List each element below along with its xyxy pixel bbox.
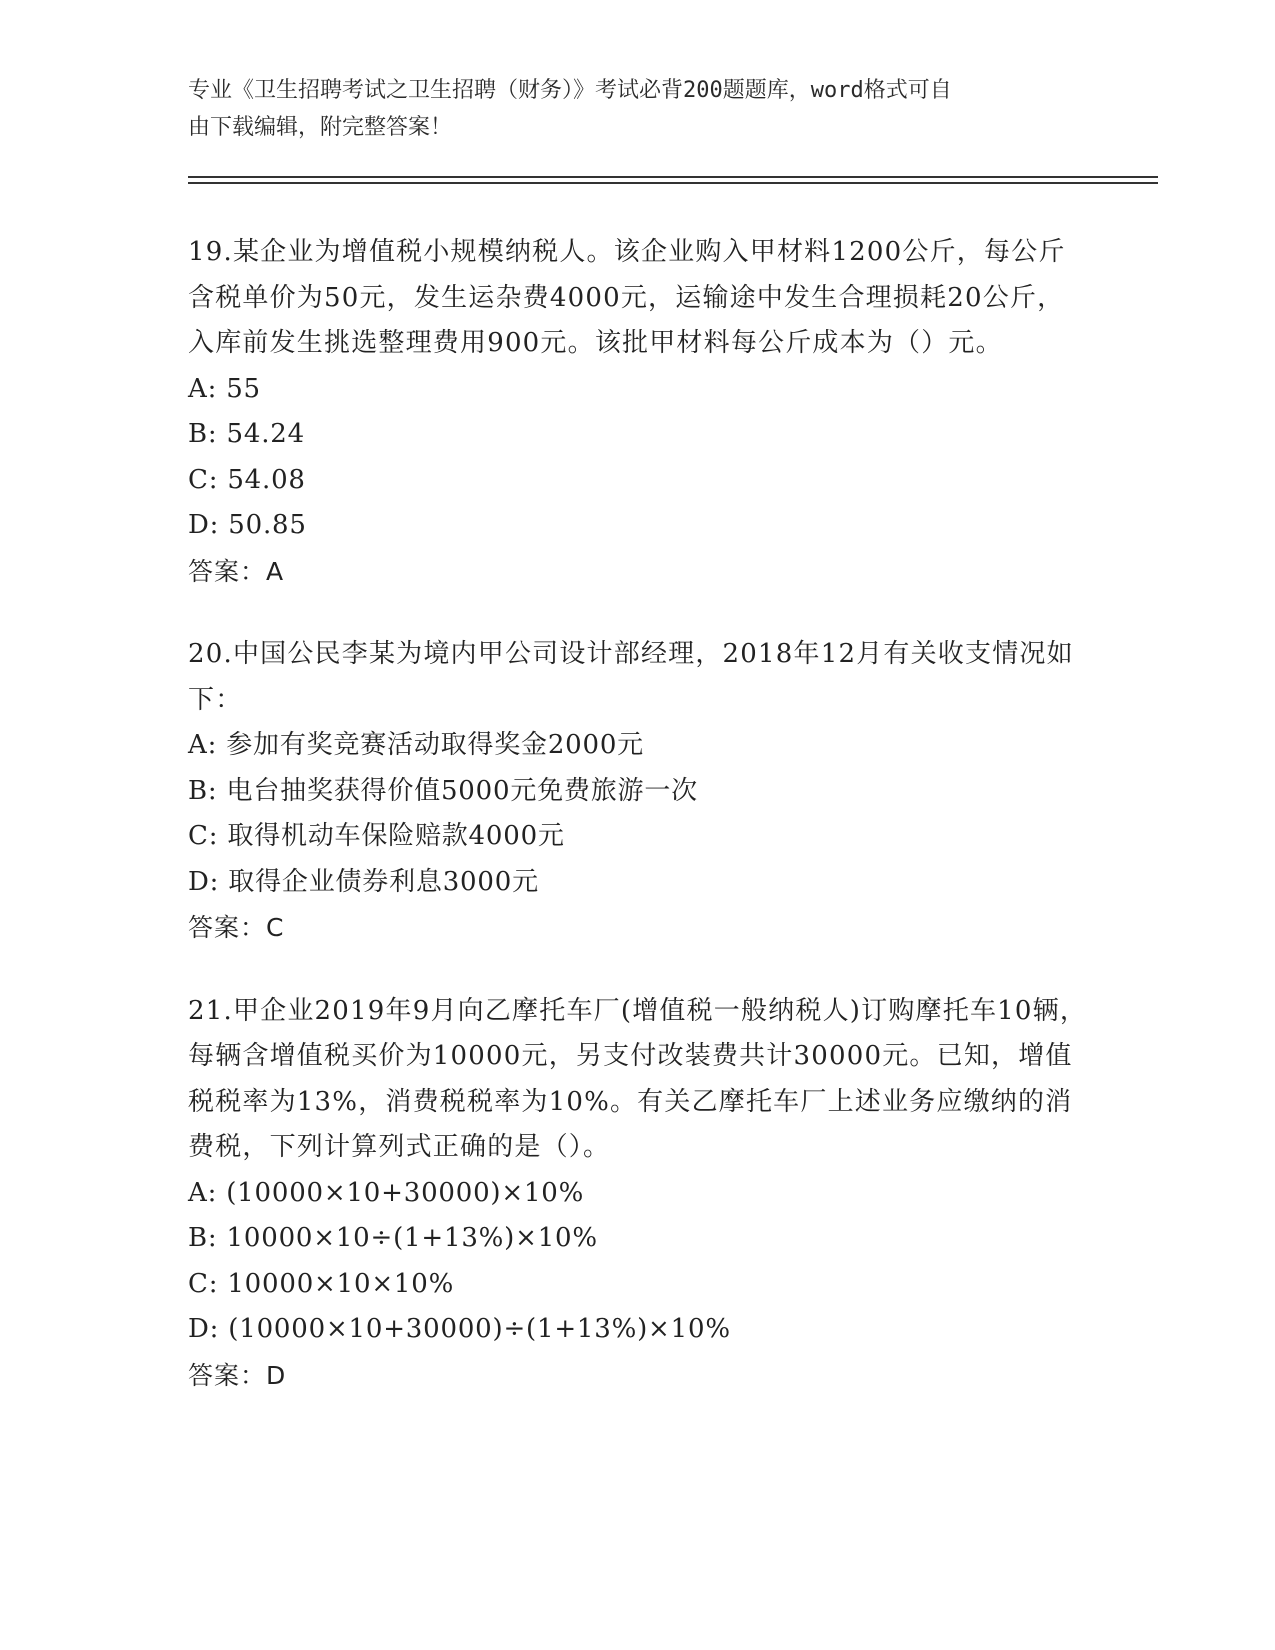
answer-line: 答案：C: [188, 913, 285, 942]
header-divider-bottom: [188, 182, 1158, 184]
option-c: [188, 814, 1088, 860]
question-stem: 21.甲企业2019年9月向乙摩托车厂(增值税一般纳税人)订购摩托车10辆，每辆含增值税买价为10000元，另支付改装费共计30000元。已知，增值税税率为13%，消费税税率为10%。有关乙摩托车厂上述业务应缴纳的消费税，下列计算列式正确的是（）。: [188, 995, 1088, 1162]
option-label: C:: [188, 1268, 219, 1299]
option-d: [188, 503, 1088, 549]
option-d: [188, 1307, 1088, 1353]
question-stem: 20.中国公民李某为境内甲公司设计部经理，2018年12月有关收支情况如下：: [188, 639, 1074, 715]
option-text: 电台抽奖获得价值5000元免费旅游一次: [226, 775, 698, 806]
question-19: [188, 230, 1088, 594]
header-line-1: 专业《卫生招聘考试之卫生招聘（财务）》考试必背200题题库，word格式可自: [188, 78, 952, 103]
answer-line: 答案：D: [188, 1360, 287, 1390]
option-text: 54.08: [227, 464, 306, 495]
option-c: [188, 1262, 1088, 1308]
option-b: [188, 412, 1088, 458]
answer-line: 答案：A: [188, 556, 285, 586]
option-text: 取得企业债券利息3000元: [228, 866, 539, 897]
option-label: C:: [188, 464, 219, 495]
option-a: [188, 1171, 1088, 1217]
question-stem: 19.某企业为增值税小规模纳税人。该企业购入甲材料1200公斤，每公斤含税单价为50元，发生运杂费4000元，运输途中发生合理损耗20公斤，入库前发生挑选整理费用900元。该批甲材料每公斤成本为（）元。: [188, 237, 1066, 358]
option-a: [188, 723, 1088, 769]
question-20: [188, 632, 1088, 951]
option-label: D:: [188, 866, 220, 897]
option-d: [188, 860, 1088, 906]
option-label: D:: [188, 510, 220, 540]
option-text: (10000×10+30000)÷(1+13%)×10%: [228, 1314, 731, 1344]
option-text: 取得机动车保险赔款4000元: [227, 821, 565, 851]
option-label: B:: [188, 1223, 218, 1253]
option-label: A:: [188, 730, 218, 760]
option-label: D:: [188, 1314, 220, 1344]
option-text: 参加有奖竞赛活动取得奖金2000元: [226, 730, 644, 760]
option-label: B:: [188, 775, 218, 806]
option-text: 55: [226, 373, 261, 404]
option-label: A:: [188, 1177, 218, 1208]
option-text: 10000×10÷(1+13%)×10%: [226, 1223, 598, 1253]
header-line-2: 由下载编辑，附完整答案！: [188, 115, 453, 140]
option-a: [188, 367, 1088, 413]
question-list: [188, 230, 1088, 1398]
document-header: [188, 72, 1068, 146]
option-text: 10000×10×10%: [227, 1268, 455, 1299]
option-label: C:: [188, 821, 219, 851]
option-label: B:: [188, 419, 218, 449]
option-b: [188, 769, 1088, 815]
option-b: [188, 1216, 1088, 1262]
option-text: 50.85: [228, 510, 307, 540]
option-label: A:: [188, 373, 218, 404]
option-text: 54.24: [226, 419, 305, 449]
header-divider-top: [188, 176, 1158, 178]
option-c: [188, 458, 1088, 504]
question-21: [188, 989, 1088, 1399]
option-text: (10000×10+30000)×10%: [226, 1177, 585, 1208]
